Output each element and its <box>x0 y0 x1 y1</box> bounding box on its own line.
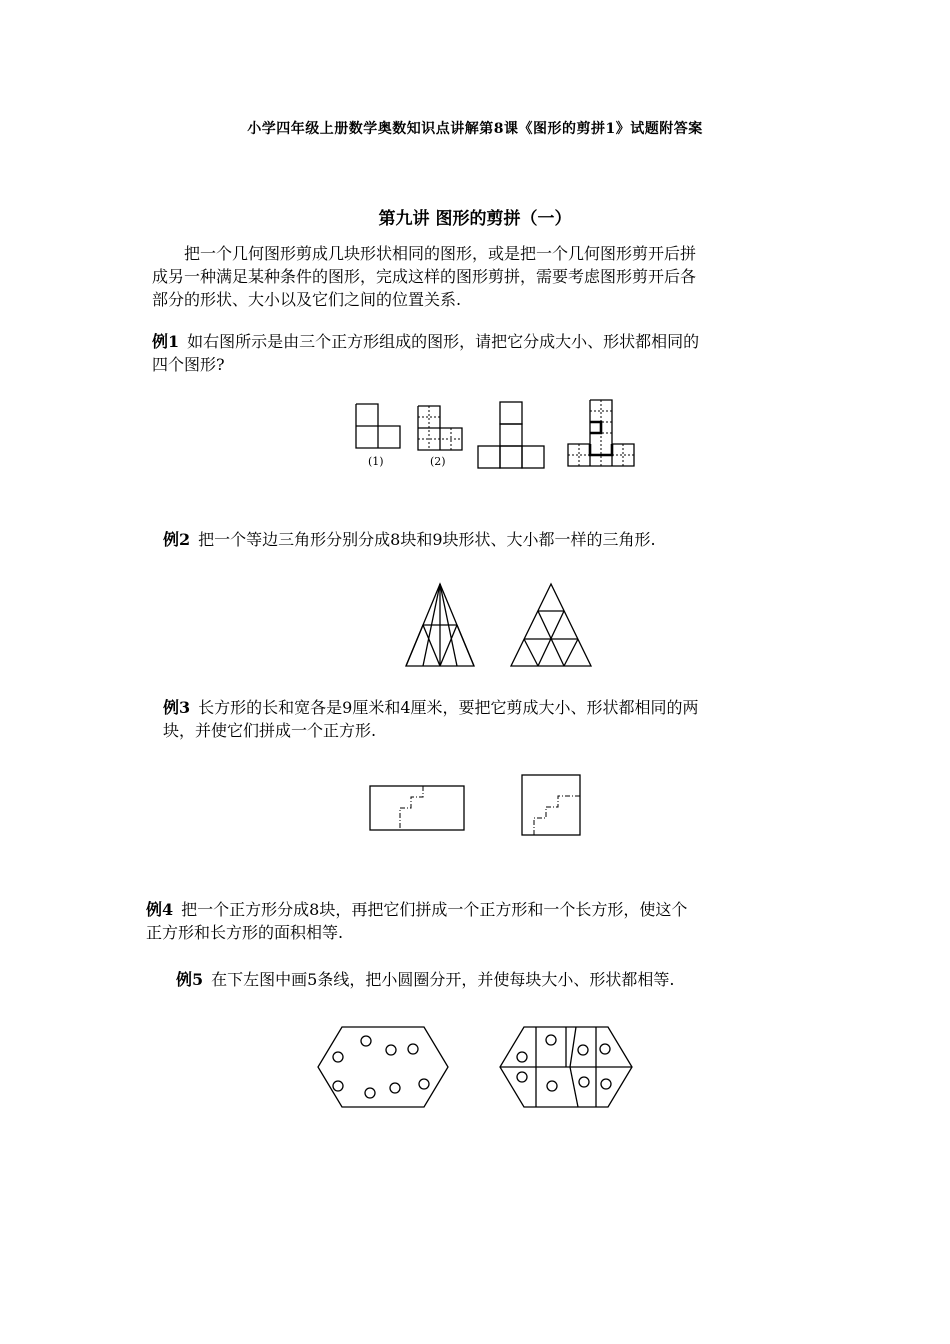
example-1 <box>152 330 812 376</box>
figure-caption: (2) <box>430 455 446 468</box>
hexagon-with-circles <box>318 1027 448 1107</box>
l-shape-figure-2 <box>418 406 462 450</box>
example-4 <box>146 898 826 944</box>
figure-caption: (1) <box>368 455 384 468</box>
example-text: 四个图形? <box>152 355 225 374</box>
triangle-8-pieces <box>406 584 474 666</box>
example-text: 正方形和长方形的面积相等. <box>146 923 344 942</box>
square-reassembled <box>522 775 580 835</box>
intro-paragraph <box>152 242 812 311</box>
t-shape-divided-figure <box>568 400 634 466</box>
example-text: 块，并使它们拼成一个正方形. <box>163 721 377 740</box>
intro-line: 成另一种满足某种条件的图形，完成这样的图形剪拼，需要考虑图形剪开后各 <box>152 267 697 286</box>
triangle-9-pieces <box>511 584 591 666</box>
example-2 <box>163 528 823 551</box>
example-text: 把一个等边三角形分别分成8块和9块形状、大小都一样的三角形. <box>198 530 656 549</box>
document-title: 小学四年级上册数学奥数知识点讲解第8课《图形的剪拼1》试题附答案 <box>247 121 703 137</box>
example-label: 例2 <box>163 530 191 549</box>
rectangle-staircase-cut <box>370 786 464 830</box>
t-shape-figure <box>478 402 544 468</box>
example-text: 把一个正方形分成8块，再把它们拼成一个正方形和一个长方形，使这个 <box>181 900 688 919</box>
figure-example-3 <box>368 772 588 838</box>
intro-line: 部分的形状、大小以及它们之间的位置关系. <box>152 290 462 309</box>
lecture-title: 第九讲 图形的剪拼（一） <box>378 209 572 229</box>
figure-example-2 <box>400 580 600 672</box>
example-label: 例1 <box>152 332 180 351</box>
hexagon-divided <box>500 1027 632 1107</box>
figure-example-1 <box>350 398 650 473</box>
example-label: 例5 <box>176 970 204 989</box>
example-label: 例4 <box>146 900 174 919</box>
figure-example-5 <box>316 1022 636 1112</box>
example-text: 如右图所示是由三个正方形组成的图形，请把它分成大小、形状都相同的 <box>187 332 700 351</box>
example-label: 例3 <box>163 698 191 717</box>
example-3 <box>163 696 823 742</box>
l-shape-figure-1 <box>356 404 400 448</box>
example-5 <box>176 968 836 991</box>
example-text: 在下左图中画5条线，把小圆圈分开，并使每块大小、形状都相等. <box>211 970 675 989</box>
intro-line: 把一个几何图形剪成几块形状相同的图形，或是把一个几何图形剪开后拼 <box>184 244 697 263</box>
example-text: 长方形的长和宽各是9厘米和4厘米，要把它剪成大小、形状都相同的两 <box>198 698 699 717</box>
